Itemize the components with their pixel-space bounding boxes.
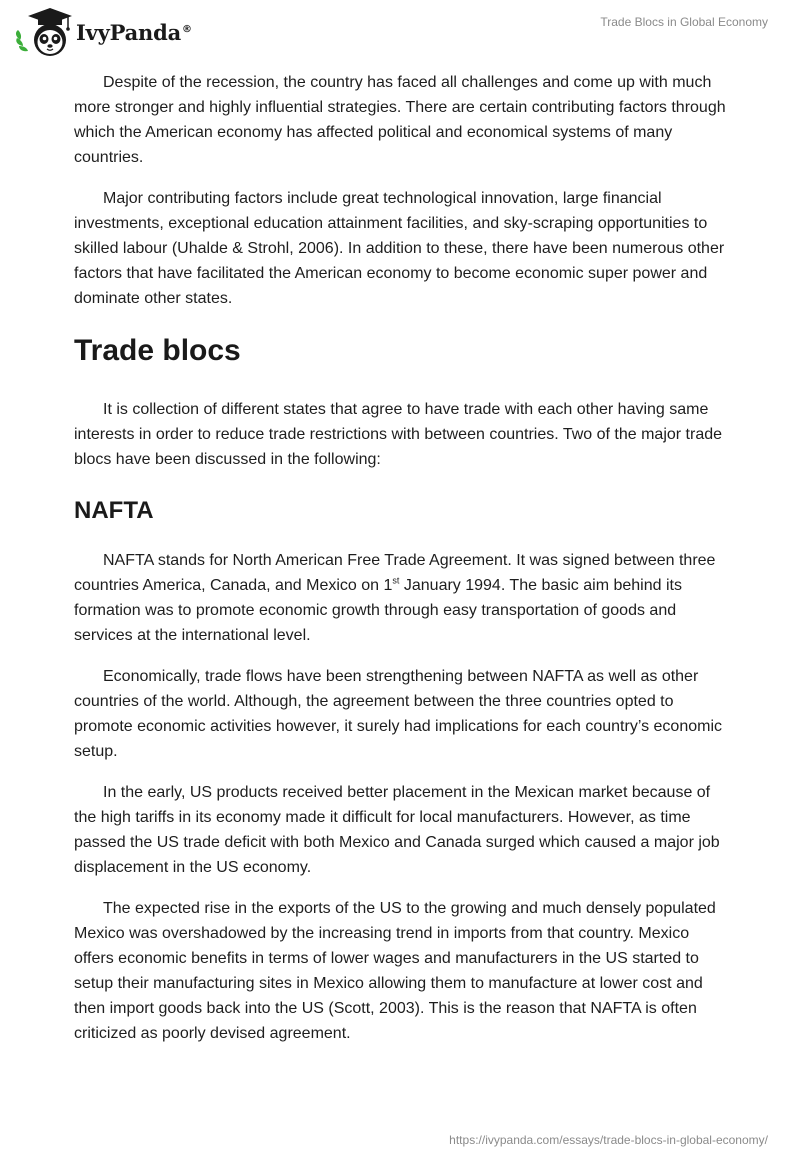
footer-source-url[interactable]: https://ivypanda.com/essays/trade-blocs-in-global-economy/ — [449, 1133, 768, 1147]
panda-mascot-icon — [14, 6, 74, 58]
paragraph-nafta-definition: NAFTA stands for North American Free Trade Agreement. It was signed between three countries America, Canada, and Mexico on 1st January 1994. The basic aim behind its formation was to promote economic growth through easy transportation of goods and services at the international level. — [74, 552, 716, 644]
page-header — [0, 0, 800, 70]
logo-wordmark: IvyPanda® — [76, 19, 192, 45]
heading-nafta: NAFTA — [74, 497, 154, 524]
essay-content — [74, 70, 730, 1062]
paragraph-nafta-early-effects: In the early, US products received better placement in the Mexican market because of the high tariffs in its economy made it difficult for local manufacturers. However, as time passed the US trade deficit with both Mexico and Canada surged which caused a major job displacement in the US economy. — [74, 784, 720, 876]
ivypanda-logo[interactable] — [14, 6, 192, 58]
paragraph-nafta-trade-flows: Economically, trade flows have been strengthening between NAFTA as well as other countries of the world. Although, the agreement between the three countries opted to promote economic activities however, it surely had implications for each country’s economic setup. — [74, 668, 722, 760]
paragraph-recession: Despite of the recession, the country has faced all challenges and come up with much more stronger and highly influential strategies. There are certain contributing factors through which the American economy has affected political and economical systems of many countries. — [74, 74, 726, 166]
paragraph-trade-blocs-definition: It is collection of different states that agree to have trade with each other having same interests in order to reduce trade restrictions with between countries. Two of the major trade blocs have been discussed in the following: — [74, 401, 723, 468]
paragraph-contributing-factors: Major contributing factors include great technological innovation, large financial investments, exceptional education attainment facilities, and sky-scraping opportunities to skilled labour (Uhalde & Strohl, 2006). In addition to these, there have been numerous other factors that have facilitated the American economy to become economic super power and dominate other states. — [74, 190, 725, 307]
heading-trade-blocs: Trade blocs — [74, 334, 241, 367]
document-title: Trade Blocs in Global Economy — [600, 15, 768, 29]
paragraph-nafta-criticism: The expected rise in the exports of the US to the growing and much densely populated Mexico was overshadowed by the increasing trend in imports from that country. Mexico offers economic benefits in terms of lower wages and manufacturers in the US started to setup their manufacturing sites in Mexico allowing them to manufacture at lower cost and then import goods back into the US (Scott, 2003). This is the reason that NAFTA is often criticized as poorly devised agreement. — [74, 900, 716, 1042]
